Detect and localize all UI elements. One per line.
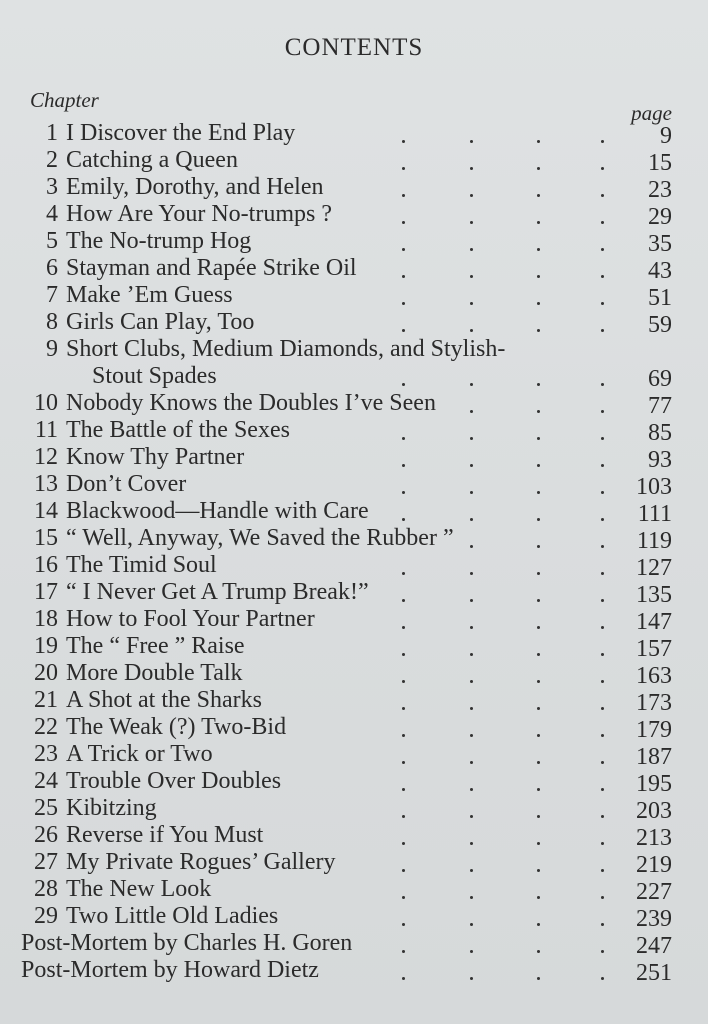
leader-dot (601, 383, 604, 386)
chapter-number: 14 (34, 498, 58, 524)
leader-dot (470, 545, 473, 548)
chapter-number: 5 (46, 228, 58, 254)
chapter-number: 3 (46, 174, 58, 200)
leader-dot (402, 815, 405, 818)
leader-dot (601, 626, 604, 629)
toc-entry (0, 255, 708, 282)
leader-dot (402, 464, 405, 467)
leader-dot (537, 977, 540, 980)
leader-dot (537, 221, 540, 224)
page-title: CONTENTS (284, 34, 424, 61)
leader-dot (537, 491, 540, 494)
chapter-title: Post-Mortem by Howard Dietz (21, 957, 319, 983)
page-number: 93 (648, 447, 672, 473)
leader-dot (537, 194, 540, 197)
leader-dot (537, 788, 540, 791)
leader-dot (402, 248, 405, 251)
leader-dot (402, 167, 405, 170)
leader-dot (470, 950, 473, 953)
leader-dot (470, 599, 473, 602)
toc-entry (0, 309, 708, 336)
chapter-title: Blackwood—Handle with Care (66, 498, 369, 524)
page-number: 173 (636, 690, 672, 716)
leader-dot (537, 707, 540, 710)
toc-entry (0, 741, 708, 768)
leader-dot (470, 329, 473, 332)
chapter-number: 17 (34, 579, 58, 605)
chapter-number: 15 (34, 525, 58, 551)
leader-dot (402, 302, 405, 305)
page-number: 227 (636, 879, 672, 905)
leader-dot (402, 437, 405, 440)
leader-dot (470, 167, 473, 170)
leader-dot (601, 923, 604, 926)
leader-dot (601, 329, 604, 332)
toc-entry (0, 444, 708, 471)
leader-dot (402, 221, 405, 224)
leader-dot (601, 140, 604, 143)
leader-dot (470, 788, 473, 791)
page-column-label: page (631, 101, 672, 125)
chapter-number: 28 (34, 876, 58, 902)
chapter-title-continuation: Stout Spades (92, 363, 217, 389)
leader-dot (601, 167, 604, 170)
chapter-title: The Battle of the Sexes (66, 417, 290, 443)
leader-dot (601, 545, 604, 548)
leader-dot (470, 464, 473, 467)
chapter-number: 4 (46, 201, 58, 227)
toc-entry (0, 822, 708, 849)
leader-dot (402, 950, 405, 953)
leader-dot (601, 248, 604, 251)
leader-dot (537, 140, 540, 143)
page-number: 77 (648, 393, 672, 419)
chapter-column-label: Chapter (30, 88, 99, 112)
chapter-number: 2 (46, 147, 58, 173)
leader-dot (402, 275, 405, 278)
leader-dot (470, 842, 473, 845)
leader-dot (537, 599, 540, 602)
leader-dot (537, 518, 540, 521)
leader-dot (601, 599, 604, 602)
leader-dot (470, 140, 473, 143)
toc-entry (0, 660, 708, 687)
leader-dot (470, 626, 473, 629)
leader-dot (402, 491, 405, 494)
toc-entry (0, 768, 708, 795)
leader-dot (537, 896, 540, 899)
chapter-title: Kibitzing (66, 795, 157, 821)
toc-entry (0, 174, 708, 201)
toc-entry (0, 714, 708, 741)
toc-entry (0, 795, 708, 822)
leader-dot (470, 680, 473, 683)
toc-entry (0, 849, 708, 876)
leader-dot (470, 491, 473, 494)
leader-dot (470, 734, 473, 737)
chapter-title: Know Thy Partner (66, 444, 245, 470)
leader-dot (537, 815, 540, 818)
leader-dot (470, 194, 473, 197)
chapter-number: 7 (46, 282, 58, 308)
leader-dot (601, 734, 604, 737)
leader-dot (470, 437, 473, 440)
page-number: 127 (636, 555, 672, 581)
chapter-title: Stayman and Rapée Strike Oil (66, 255, 357, 281)
leader-dot (537, 329, 540, 332)
chapter-title: I Discover the End Play (66, 120, 296, 146)
leader-dot (402, 761, 405, 764)
leader-dot (470, 869, 473, 872)
leader-dot (537, 950, 540, 953)
chapter-title: Girls Can Play, Too (66, 309, 255, 335)
leader-dot (601, 491, 604, 494)
leader-dot (601, 896, 604, 899)
leader-dot (537, 464, 540, 467)
leader-dot (601, 464, 604, 467)
page-number: 219 (636, 852, 672, 878)
toc-entry (0, 876, 708, 903)
page-number: 51 (648, 285, 672, 311)
page-number: 85 (648, 420, 672, 446)
leader-dot (537, 626, 540, 629)
chapter-number: 12 (34, 444, 58, 470)
page-number: 59 (648, 312, 672, 338)
leader-dot (402, 734, 405, 737)
chapter-title: Catching a Queen (66, 147, 238, 173)
leader-dot (402, 896, 405, 899)
toc-entry (0, 120, 708, 147)
leader-dot (470, 518, 473, 521)
chapter-title: My Private Rogues’ Gallery (66, 849, 336, 875)
chapter-title: How to Fool Your Partner (66, 606, 315, 632)
chapter-number: 1 (46, 120, 58, 146)
chapter-title: “ Well, Anyway, We Saved the Rubber ” (66, 525, 454, 551)
toc-entry (0, 228, 708, 255)
toc-entry (0, 417, 708, 444)
page-number: 35 (648, 231, 672, 257)
toc-entry (0, 147, 708, 174)
leader-dot (537, 572, 540, 575)
toc-entry (0, 471, 708, 498)
leader-dot (402, 707, 405, 710)
chapter-title: The Weak (?) Two-Bid (66, 714, 287, 740)
page-number: 135 (636, 582, 672, 608)
chapter-number: 16 (34, 552, 58, 578)
chapter-title: Make ’Em Guess (66, 282, 233, 308)
page-number: 29 (648, 204, 672, 230)
toc-entry (0, 579, 708, 606)
leader-dot (470, 977, 473, 980)
leader-dot (537, 680, 540, 683)
leader-dot (402, 518, 405, 521)
page-number: 111 (637, 501, 672, 527)
chapter-title: A Shot at the Sharks (66, 687, 262, 713)
leader-dot (537, 383, 540, 386)
leader-dot (537, 842, 540, 845)
leader-dot (537, 167, 540, 170)
leader-dot (601, 437, 604, 440)
leader-dot (601, 653, 604, 656)
chapter-title: The No-trump Hog (66, 228, 252, 254)
toc-entry (0, 552, 708, 579)
leader-dot (601, 788, 604, 791)
leader-dot (402, 626, 405, 629)
leader-dot (601, 518, 604, 521)
chapter-number: 21 (34, 687, 58, 713)
page-number: 103 (636, 474, 672, 500)
chapter-number: 27 (34, 849, 58, 875)
leader-dot (470, 275, 473, 278)
chapter-number: 8 (46, 309, 58, 335)
page-number: 157 (636, 636, 672, 662)
leader-dot (402, 653, 405, 656)
leader-dot (470, 410, 473, 413)
leader-dot (601, 302, 604, 305)
leader-dot (537, 545, 540, 548)
toc-entry (0, 903, 708, 930)
leader-dot (402, 194, 405, 197)
toc-entry (0, 525, 708, 552)
leader-dot (470, 572, 473, 575)
page-number: 247 (636, 933, 672, 959)
chapter-number: 13 (34, 471, 58, 497)
table-of-contents (0, 120, 708, 984)
leader-dot (601, 761, 604, 764)
chapter-number: 22 (34, 714, 58, 740)
leader-dot (402, 788, 405, 791)
leader-dot (601, 842, 604, 845)
chapter-number: 18 (34, 606, 58, 632)
toc-entry (0, 201, 708, 228)
leader-dot (402, 572, 405, 575)
page-number: 187 (636, 744, 672, 770)
page-number: 163 (636, 663, 672, 689)
leader-dot (537, 410, 540, 413)
leader-dot (470, 383, 473, 386)
toc-entry (0, 282, 708, 309)
leader-dot (402, 977, 405, 980)
leader-dot (470, 923, 473, 926)
toc-entry (0, 606, 708, 633)
chapter-title: Short Clubs, Medium Diamonds, and Stylish- (66, 336, 506, 362)
page-number: 43 (648, 258, 672, 284)
leader-dot (601, 869, 604, 872)
chapter-title: The Timid Soul (66, 552, 217, 578)
page-number: 147 (636, 609, 672, 635)
chapter-title: A Trick or Two (66, 741, 213, 767)
page-number: 195 (636, 771, 672, 797)
page-number: 23 (648, 177, 672, 203)
leader-dot (402, 599, 405, 602)
page-number: 213 (636, 825, 672, 851)
chapter-title: The New Look (66, 876, 212, 902)
page-number: 9 (660, 123, 672, 149)
chapter-title: Two Little Old Ladies (66, 903, 279, 929)
chapter-number: 10 (34, 390, 58, 416)
chapter-number: 6 (46, 255, 58, 281)
chapter-title: Reverse if You Must (66, 822, 264, 848)
chapter-number: 19 (34, 633, 58, 659)
leader-dot (470, 653, 473, 656)
chapter-number: 23 (34, 741, 58, 767)
chapter-number: 11 (34, 417, 58, 443)
leader-dot (601, 815, 604, 818)
leader-dot (402, 140, 405, 143)
toc-entry (0, 633, 708, 660)
leader-dot (470, 761, 473, 764)
leader-dot (601, 221, 604, 224)
toc-entry (0, 930, 708, 957)
leader-dot (601, 950, 604, 953)
leader-dot (402, 842, 405, 845)
leader-dot (601, 977, 604, 980)
leader-dot (402, 923, 405, 926)
leader-dot (470, 896, 473, 899)
chapter-number: 24 (34, 768, 58, 794)
leader-dot (402, 680, 405, 683)
chapter-number: 26 (34, 822, 58, 848)
leader-dot (470, 221, 473, 224)
chapter-number: 9 (46, 336, 58, 362)
toc-entry (0, 336, 708, 390)
leader-dot (537, 248, 540, 251)
leader-dot (537, 869, 540, 872)
leader-dot (537, 275, 540, 278)
page-number: 179 (636, 717, 672, 743)
chapter-title: Trouble Over Doubles (66, 768, 282, 794)
chapter-title: “ I Never Get A Trump Break!” (66, 579, 369, 605)
chapter-title: More Double Talk (66, 660, 243, 686)
leader-dot (537, 923, 540, 926)
leader-dot (470, 248, 473, 251)
toc-entry (0, 687, 708, 714)
chapter-title: Don’t Cover (66, 471, 187, 497)
page-number: 69 (648, 366, 672, 392)
page-number: 203 (636, 798, 672, 824)
leader-dot (537, 653, 540, 656)
leader-dot (601, 680, 604, 683)
leader-dot (601, 707, 604, 710)
leader-dot (470, 302, 473, 305)
chapter-title: Nobody Knows the Doubles I’ve Seen (66, 390, 436, 416)
leader-dot (601, 572, 604, 575)
toc-entry (0, 390, 708, 417)
leader-dot (402, 383, 405, 386)
chapter-title: How Are Your No-trumps ? (66, 201, 332, 227)
chapter-number: 20 (34, 660, 58, 686)
page-number: 119 (636, 528, 672, 554)
leader-dot (402, 869, 405, 872)
chapter-number: 25 (34, 795, 58, 821)
chapter-title: Emily, Dorothy, and Helen (66, 174, 324, 200)
chapter-title: Post-Mortem by Charles H. Goren (21, 930, 353, 956)
toc-entry (0, 498, 708, 525)
page-number: 15 (648, 150, 672, 176)
leader-dot (470, 707, 473, 710)
leader-dot (537, 302, 540, 305)
leader-dot (601, 410, 604, 413)
toc-entry (0, 957, 708, 984)
page-number: 239 (636, 906, 672, 932)
leader-dot (601, 194, 604, 197)
chapter-number: 29 (34, 903, 58, 929)
leader-dot (537, 437, 540, 440)
leader-dot (601, 275, 604, 278)
page-number: 251 (636, 960, 672, 986)
leader-dot (537, 761, 540, 764)
leader-dot (537, 734, 540, 737)
leader-dot (470, 815, 473, 818)
chapter-title: The “ Free ” Raise (66, 633, 245, 659)
leader-dot (402, 329, 405, 332)
